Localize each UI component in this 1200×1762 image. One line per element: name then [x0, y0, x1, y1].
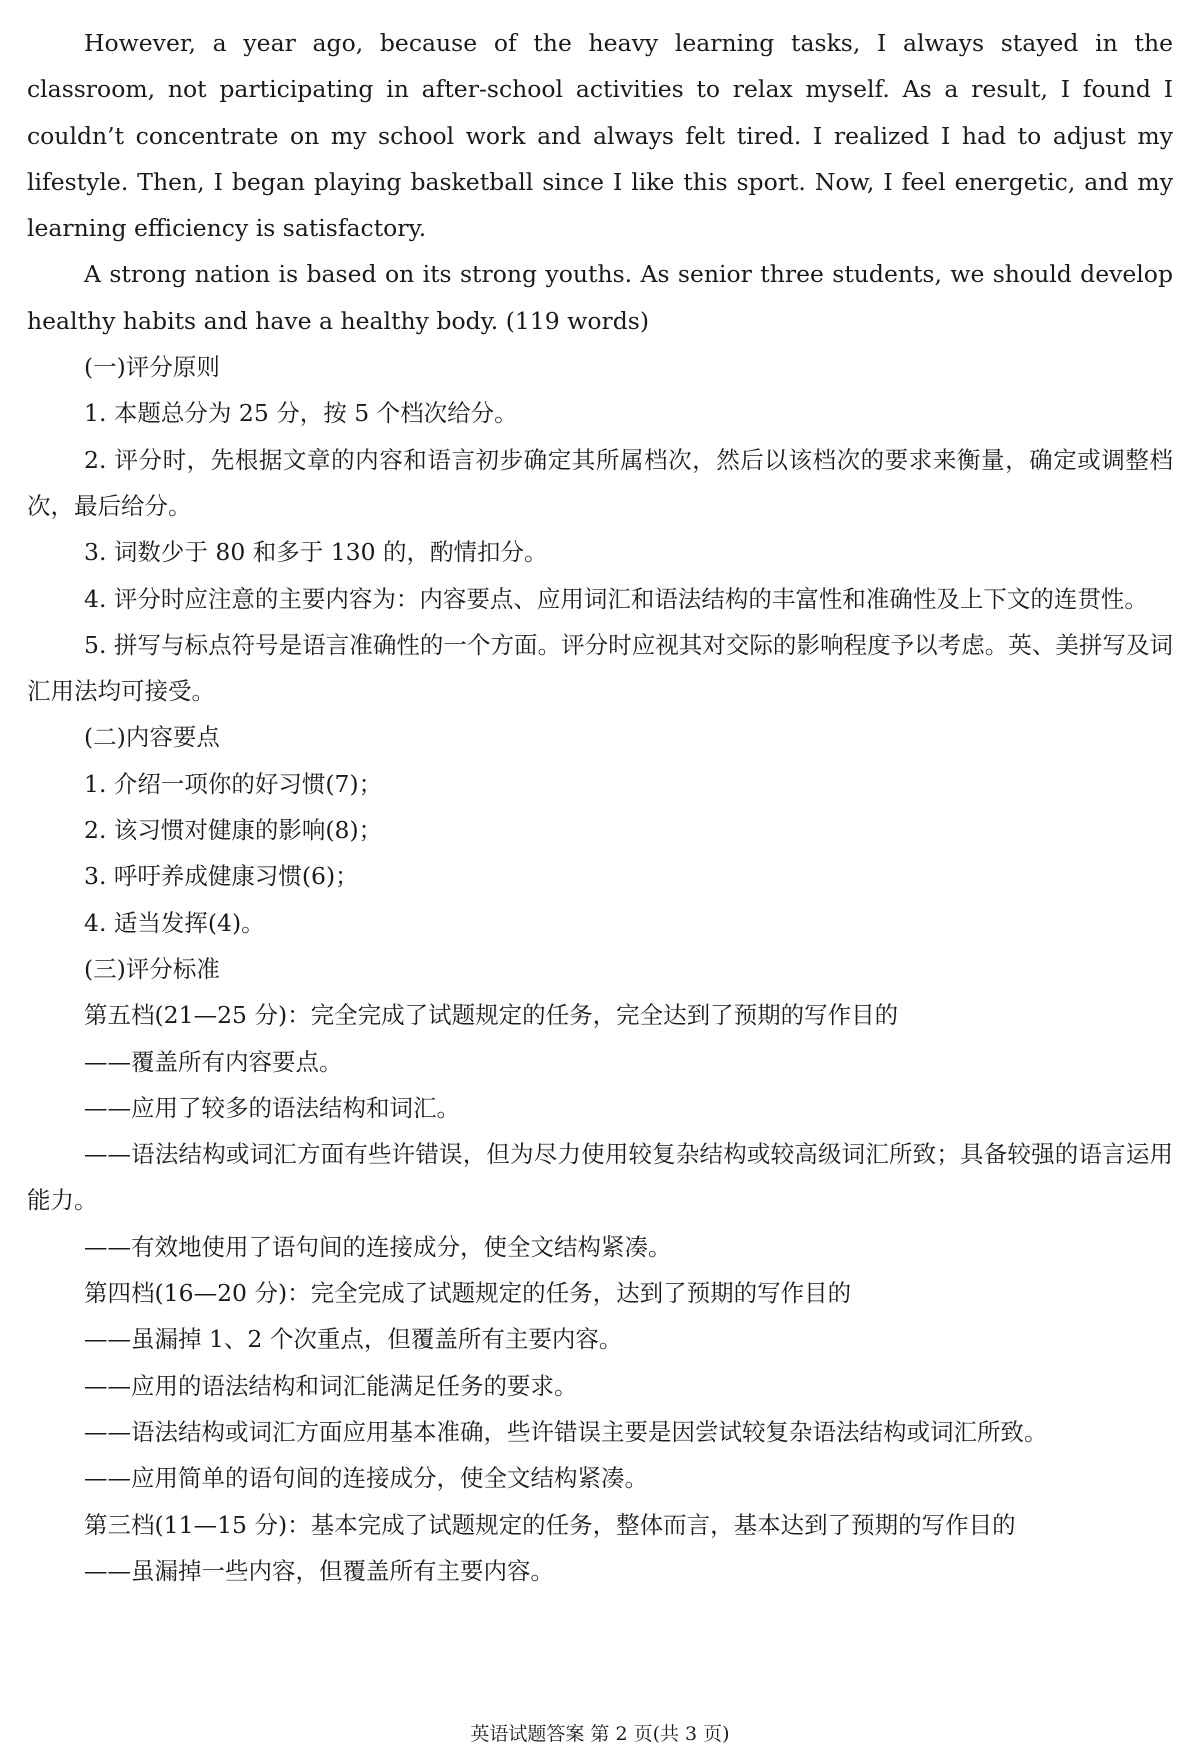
tier-item: ——应用简单的语句间的连接成分，使全文结构紧凑。 — [84, 1464, 648, 1493]
principle-item: 2. 评分时，先根据文章的内容和语言初步确定其所属档次，然后以该档次的要求来衡量，确定或调整档次，最后给分。 — [27, 445, 1173, 520]
principle-item: 1. 本题总分为 25 分，按 5 个档次给分。 — [84, 399, 518, 428]
section-heading-principles: (一)评分原则 — [84, 353, 220, 382]
tier-item: ——应用了较多的语法结构和词汇。 — [84, 1093, 460, 1122]
key-point-item: 4. 适当发挥(4)。 — [84, 908, 265, 937]
tier-item: ——覆盖所有内容要点。 — [84, 1047, 343, 1076]
tier-item: ——有效地使用了语句间的连接成分，使全文结构紧凑。 — [84, 1232, 672, 1261]
tier-title: 第三档(11—15 分)：基本完成了试题规定的任务，整体而言，基本达到了预期的写作目的 — [84, 1510, 1016, 1539]
section-heading-standards: (三)评分标准 — [84, 954, 220, 983]
essay-paragraph: A strong nation is based on its strong youths. As senior three students, we should develop healthy habits and have a healthy body. (119 words) — [27, 260, 1173, 335]
tier-item: ——应用的语法结构和词汇能满足任务的要求。 — [84, 1371, 578, 1400]
key-point-item: 2. 该习惯对健康的影响(8)； — [84, 816, 383, 845]
key-point-item: 1. 介绍一项你的好习惯(7)； — [84, 769, 383, 798]
tier-item: ——语法结构或词汇方面有些许错误，但为尽力使用较复杂结构或较高级词汇所致；具备较强的语言运用能力。 — [27, 1140, 1173, 1215]
section-heading-key-points: (二)内容要点 — [84, 723, 220, 752]
tier-title: 第四档(16—20 分)：完全完成了试题规定的任务，达到了预期的写作目的 — [84, 1279, 852, 1308]
tier-item: ——语法结构或词汇方面应用基本准确，些许错误主要是因尝试较复杂语法结构或词汇所致。 — [84, 1417, 1048, 1446]
essay-paragraph: However, a year ago, because of the heavy learning tasks, I always stayed in the classroom, not participating in after-school activities to relax myself. As a result, I found I couldn’t concentrate on my school work and always felt tired. I realized I had to adjust my lifestyle. Then, I began playing basketball since I like this sport. Now, I feel energetic, and my learning efficiency is satisfactory. — [27, 29, 1173, 243]
tier-item: ——虽漏掉一些内容，但覆盖所有主要内容。 — [84, 1556, 554, 1585]
principle-item: 5. 拼写与标点符号是语言准确性的一个方面。评分时应视其对交际的影响程度予以考虑。英、美拼写及词汇用法均可接受。 — [27, 630, 1173, 706]
page-footer: 英语试题答案 第 2 页(共 3 页) — [470, 1723, 730, 1745]
tier-title: 第五档(21—25 分)：完全完成了试题规定的任务，完全达到了预期的写作目的 — [84, 1001, 899, 1030]
document-page — [27, 20, 1173, 1594]
principle-item: 4. 评分时应注意的主要内容为：内容要点、应用词汇和语法结构的丰富性和准确性及上下文的连贯性。 — [84, 584, 1148, 613]
principle-item: 3. 词数少于 80 和多于 130 的，酌情扣分。 — [84, 538, 548, 567]
tier-item: ——虽漏掉 1、2 个次重点，但覆盖所有主要内容。 — [84, 1325, 623, 1354]
key-point-item: 3. 呼吁养成健康习惯(6)； — [84, 862, 359, 891]
